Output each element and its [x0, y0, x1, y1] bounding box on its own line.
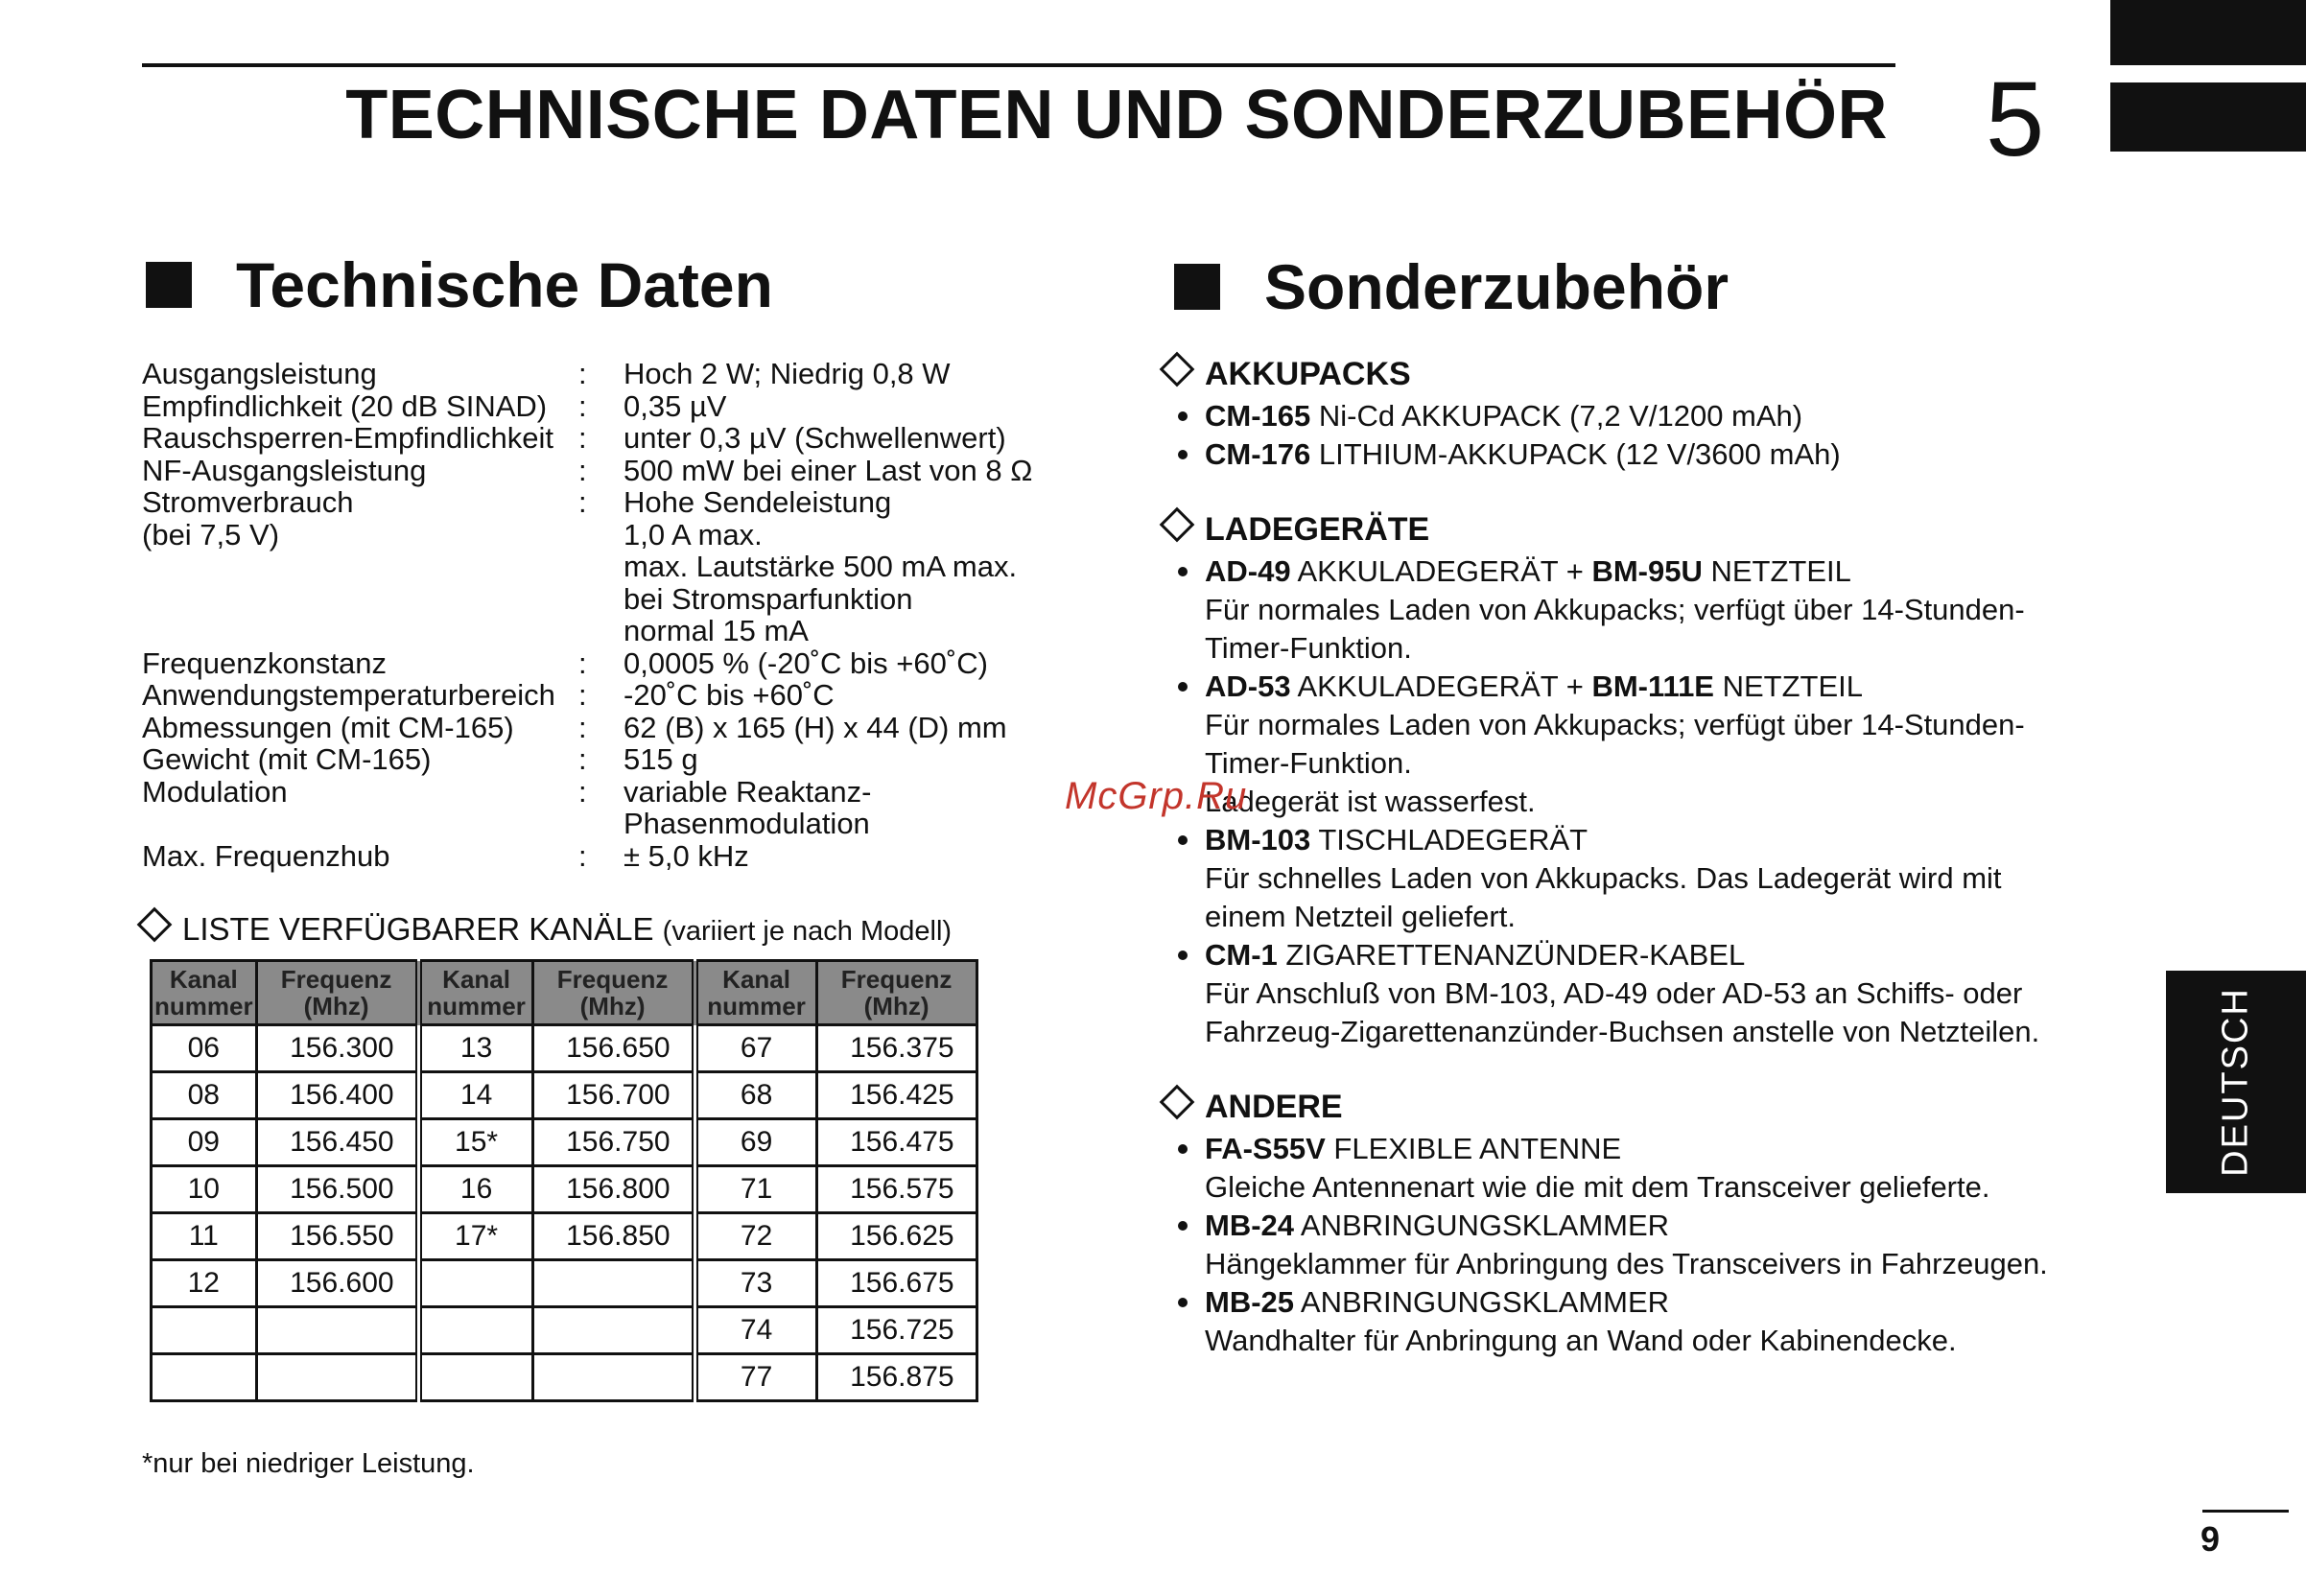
col-freq-2: Frequenz (Mhz) — [532, 961, 694, 1025]
group-gap — [1165, 474, 2124, 510]
chapter-number: 5 — [1986, 60, 2045, 178]
channel-number-cell: 74 — [694, 1307, 816, 1354]
spec-separator: : — [578, 774, 587, 809]
col-kanal-2: Kanal nummer — [418, 961, 532, 1025]
channel-number-cell: 12 — [152, 1260, 257, 1307]
spec-value: 62 (B) x 165 (H) x 44 (D) mm — [624, 710, 1007, 744]
spec-label: Stromverbrauch — [142, 485, 354, 519]
spec-separator: : — [578, 645, 587, 680]
col-freq-3: Frequenz (Mhz) — [816, 961, 977, 1025]
spec-value: max. Lautstärke 500 mA max. — [624, 550, 1018, 583]
accessory-name: ZIGARETTENANZÜNDER-KABEL — [1277, 938, 1746, 972]
col-kanal-1: Kanal nummer — [152, 961, 257, 1025]
channel-frequency-cell: 156.700 — [532, 1072, 694, 1119]
accessory-description: Für schnelles Laden von Akkupacks. Das Ladegerät wird mit — [1205, 861, 2002, 895]
accessory-group-title: LADEGERÄTE — [1205, 511, 1430, 548]
diamond-icon — [1160, 507, 1195, 543]
table-row — [152, 1354, 977, 1401]
spec-separator: : — [578, 485, 587, 519]
channel-frequency-cell: 156.300 — [256, 1025, 418, 1072]
diamond-icon — [1160, 352, 1195, 387]
channel-frequency-cell: 156.675 — [816, 1260, 977, 1307]
spec-value: variable Reaktanz- — [624, 774, 872, 809]
accessory-name-secondary: NETZTEIL — [1702, 554, 1851, 588]
channel-number-cell: 67 — [694, 1025, 816, 1072]
page-number: 9 — [2200, 1519, 2221, 1559]
header-rule — [142, 63, 1895, 67]
spec-value: -20˚C bis +60˚C — [624, 678, 835, 712]
spec-value: normal 15 mA — [624, 614, 809, 647]
accessory-description: Gleiche Antennenart wie die mit dem Transceiver gelieferte. — [1205, 1170, 1990, 1204]
accessory-item — [1165, 435, 2124, 474]
channel-number-cell: 72 — [694, 1213, 816, 1260]
accessory-group-heading — [1165, 510, 2124, 549]
channel-number-cell: 16 — [418, 1166, 532, 1213]
channel-number-cell: 14 — [418, 1072, 532, 1119]
table-row — [152, 1119, 977, 1166]
channel-frequency-cell — [256, 1307, 418, 1354]
spec-value: unter 0,3 µV (Schwellenwert) — [624, 421, 1006, 455]
spec-value: Hoch 2 W; Niedrig 0,8 W — [624, 357, 951, 390]
specs-heading — [146, 249, 773, 320]
channel-list-title: LISTE VERFÜGBARER KANÄLE — [182, 911, 654, 947]
accessory-item — [1165, 1283, 2124, 1322]
spec-label: Anwendungstemperaturbereich — [142, 678, 555, 712]
accessory-description: Für Anschluß von BM-103, AD-49 oder AD-53 an Schiffs- oder — [1205, 976, 2023, 1010]
channel-number-cell: 08 — [152, 1072, 257, 1119]
table-row — [152, 1166, 977, 1213]
table-row — [152, 1260, 977, 1307]
spec-value: 500 mW bei einer Last von 8 Ω — [624, 453, 1033, 487]
group-gap — [1165, 1051, 2124, 1088]
table-row — [152, 1025, 977, 1072]
accessory-group-heading — [1165, 355, 2124, 393]
accessory-item — [1165, 936, 2124, 974]
accessory-item — [1165, 1130, 2124, 1168]
channel-number-cell — [418, 1260, 532, 1307]
channel-number-cell: 15* — [418, 1119, 532, 1166]
spec-value: 515 g — [624, 742, 698, 776]
channel-frequency-cell — [532, 1354, 694, 1401]
channel-number-cell — [152, 1354, 257, 1401]
heading-square-icon — [146, 262, 192, 308]
accessory-name: AKKULADEGERÄT + — [1290, 669, 1592, 703]
channel-frequency-cell: 156.625 — [816, 1213, 977, 1260]
channel-frequency-cell: 156.875 — [816, 1354, 977, 1401]
accessory-code: FA-S55V — [1205, 1132, 1326, 1165]
accessory-name: LITHIUM-AKKUPACK (12 V/3600 mAh) — [1310, 437, 1841, 471]
channel-frequency-cell: 156.600 — [256, 1260, 418, 1307]
accessory-description: Timer-Funktion. — [1205, 746, 1412, 780]
accessory-description: Hängeklammer für Anbringung des Transceivers in Fahrzeugen. — [1205, 1247, 2048, 1280]
channel-number-cell — [418, 1354, 532, 1401]
spec-value: 0,35 µV — [624, 388, 727, 423]
spec-value: 1,0 A max. — [624, 517, 763, 552]
accessories-heading-text: Sonderzubehör — [1264, 251, 1730, 322]
accessory-name: ANBRINGUNGSKLAMMER — [1294, 1209, 1670, 1242]
spec-label: Empfindlichkeit (20 dB SINAD) — [142, 388, 548, 423]
channel-frequency-cell: 156.750 — [532, 1119, 694, 1166]
spec-label: Abmessungen (mit CM-165) — [142, 710, 514, 744]
accessory-description: Für normales Laden von Akkupacks; verfügt über 14-Stunden- — [1205, 593, 2025, 626]
col-freq-1: Frequenz (Mhz) — [256, 961, 418, 1025]
accessory-code: BM-103 — [1205, 823, 1311, 857]
table-row — [152, 1307, 977, 1354]
channel-frequency-cell: 156.725 — [816, 1307, 977, 1354]
channel-frequency-cell: 156.475 — [816, 1119, 977, 1166]
accessory-name-secondary: NETZTEIL — [1713, 669, 1863, 703]
channel-frequency-cell: 156.800 — [532, 1166, 694, 1213]
channel-frequency-cell: 156.450 — [256, 1119, 418, 1166]
table-row — [152, 1213, 977, 1260]
accessory-item — [1165, 552, 2124, 591]
accessory-item — [1165, 397, 2124, 435]
accessory-item — [1165, 1207, 2124, 1245]
accessory-description: Fahrzeug-Zigarettenanzünder-Buchsen anstelle von Netzteilen. — [1205, 1015, 2040, 1048]
accessory-description: Für normales Laden von Akkupacks; verfügt über 14-Stunden- — [1205, 708, 2025, 741]
spec-separator: : — [578, 742, 587, 776]
channel-number-cell: 73 — [694, 1260, 816, 1307]
specs-heading-text: Technische Daten — [236, 249, 773, 320]
channel-frequency-cell — [256, 1354, 418, 1401]
channel-frequency-cell: 156.850 — [532, 1213, 694, 1260]
channel-table — [150, 959, 978, 1402]
accessory-description: Ladegerät ist wasserfest. — [1205, 785, 1536, 818]
language-tab-label: DEUTSCH — [2215, 987, 2256, 1177]
diamond-icon — [1160, 1085, 1195, 1120]
channel-number-cell — [152, 1307, 257, 1354]
table-row — [152, 1072, 977, 1119]
language-tab — [2166, 971, 2306, 1193]
accessory-description: Timer-Funktion. — [1205, 631, 1412, 665]
channel-number-cell: 71 — [694, 1166, 816, 1213]
accessory-item — [1165, 821, 2124, 859]
accessory-group-heading — [1165, 1088, 2124, 1126]
watermark: McGrp.Ru — [1065, 775, 1248, 817]
channel-number-cell: 69 — [694, 1119, 816, 1166]
accessory-item — [1165, 668, 2124, 706]
accessory-code: CM-165 — [1205, 399, 1311, 433]
chapter-title: TECHNISCHE DATEN UND SONDERZUBEHÖR — [345, 77, 1888, 153]
spec-separator: : — [578, 678, 587, 712]
spec-list — [142, 358, 1101, 876]
accessory-code: AD-53 — [1205, 669, 1291, 703]
channel-number-cell: 13 — [418, 1025, 532, 1072]
channel-frequency-cell: 156.650 — [532, 1025, 694, 1072]
accessory-name: FLEXIBLE ANTENNE — [1325, 1132, 1622, 1165]
accessory-name: TISCHLADEGERÄT — [1310, 823, 1588, 857]
accessory-name: AKKULADEGERÄT + — [1290, 554, 1592, 588]
spec-label: NF-Ausgangsleistung — [142, 453, 427, 487]
spec-value: ± 5,0 kHz — [624, 838, 749, 873]
channel-list-note: (variiert je nach Modell) — [662, 916, 953, 947]
spec-label: Modulation — [142, 774, 288, 809]
channel-frequency-cell — [532, 1260, 694, 1307]
heading-square-icon — [1174, 264, 1220, 310]
channel-table-wrapper — [150, 959, 978, 1402]
spec-separator: : — [578, 710, 587, 744]
channel-frequency-cell: 156.400 — [256, 1072, 418, 1119]
thumb-tab-bar-chapter — [2110, 82, 2306, 152]
spec-value: Phasenmodulation — [624, 807, 870, 840]
accessory-group-title: AKKUPACKS — [1205, 356, 1411, 392]
spec-separator: : — [578, 388, 587, 423]
spec-label: Frequenzkonstanz — [142, 645, 388, 680]
spec-label: Max. Frequenzhub — [142, 838, 390, 873]
channel-number-cell: 10 — [152, 1166, 257, 1213]
spec-label: Gewicht (mit CM-165) — [142, 742, 432, 776]
spec-separator: : — [578, 453, 587, 487]
accessory-code-secondary: BM-95U — [1591, 554, 1703, 588]
channel-footnote: *nur bei niedriger Leistung. — [142, 1448, 475, 1479]
accessory-code: MB-24 — [1205, 1209, 1295, 1242]
channel-list-heading — [142, 911, 952, 948]
spec-separator: : — [578, 838, 587, 873]
channel-frequency-cell: 156.375 — [816, 1025, 977, 1072]
channel-number-cell: 06 — [152, 1025, 257, 1072]
spec-label: Rauschsperren-Empfindlichkeit — [142, 421, 554, 455]
accessory-code: AD-49 — [1205, 554, 1291, 588]
accessory-code: CM-176 — [1205, 437, 1311, 471]
spec-label: Ausgangsleistung — [142, 357, 377, 390]
accessory-code: CM-1 — [1205, 938, 1278, 972]
spec-label: (bei 7,5 V) — [142, 517, 280, 552]
thumb-tab-bar — [2110, 0, 2306, 65]
spec-separator: : — [578, 357, 587, 390]
accessory-code: MB-25 — [1205, 1285, 1295, 1319]
channel-frequency-cell: 156.550 — [256, 1213, 418, 1260]
channel-frequency-cell: 156.425 — [816, 1072, 977, 1119]
channel-number-cell: 77 — [694, 1354, 816, 1401]
col-kanal-3: Kanal nummer — [694, 961, 816, 1025]
channel-frequency-cell: 156.575 — [816, 1166, 977, 1213]
accessory-list — [1165, 355, 2124, 1360]
channel-number-cell: 68 — [694, 1072, 816, 1119]
channel-number-cell — [418, 1307, 532, 1354]
accessory-code-secondary: BM-111E — [1591, 669, 1714, 703]
page-number-rule — [2202, 1510, 2289, 1513]
channel-frequency-cell: 156.500 — [256, 1166, 418, 1213]
channel-frequency-cell — [532, 1307, 694, 1354]
spec-separator: : — [578, 421, 587, 455]
channel-number-cell: 17* — [418, 1213, 532, 1260]
accessory-name: ANBRINGUNGSKLAMMER — [1294, 1285, 1670, 1319]
spec-value: bei Stromsparfunktion — [624, 581, 913, 616]
diamond-icon — [137, 907, 173, 943]
accessories-heading — [1174, 251, 1730, 322]
channel-number-cell: 11 — [152, 1213, 257, 1260]
accessory-group-title: ANDERE — [1205, 1089, 1343, 1125]
accessory-description: Wandhalter für Anbringung an Wand oder Kabinendecke. — [1205, 1324, 1957, 1357]
spec-value: 0,0005 % (-20˚C bis +60˚C) — [624, 645, 988, 680]
channel-number-cell: 09 — [152, 1119, 257, 1166]
spec-value: Hohe Sendeleistung — [624, 485, 892, 519]
channel-table-header — [152, 961, 977, 1025]
accessory-name: Ni-Cd AKKUPACK (7,2 V/1200 mAh) — [1310, 399, 1803, 433]
accessory-description: einem Netzteil geliefert. — [1205, 900, 1516, 933]
